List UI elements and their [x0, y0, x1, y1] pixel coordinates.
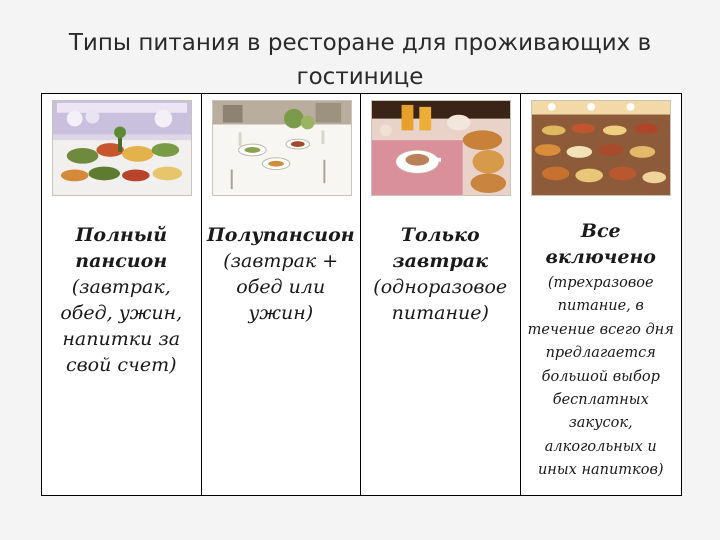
meal-type-description: (завтрак + обед или ужин)	[223, 250, 339, 324]
meal-type-description: (завтрак, обед, ужин, напитки за свой счет)	[60, 276, 183, 376]
banquet-table-photo	[52, 100, 192, 196]
meal-type-heading: Только завтрак	[392, 224, 488, 272]
buffet-photo	[531, 100, 671, 196]
column-all-inclusive	[521, 94, 682, 495]
column-half-board	[202, 94, 362, 495]
meal-type-heading: Все включено	[545, 220, 656, 268]
meal-types-table	[41, 93, 682, 496]
breakfast-tray-photo	[371, 100, 511, 196]
column-full-board	[42, 94, 202, 495]
column-breakfast-only	[361, 94, 521, 495]
slide-title: Типы питания в ресторане для проживающих в гостинице	[68, 30, 652, 90]
meal-type-description: (одноразовое питание)	[373, 276, 508, 324]
meal-type-heading: Полупансион	[206, 224, 355, 246]
meal-type-description: (трехразовое питание, в течение всего дня предлагается большой выбор бесплатных закусок, алкогольных и иных напитков)	[527, 275, 674, 479]
meal-type-heading: Полный пансион	[75, 224, 168, 272]
dining-table-photo	[212, 100, 352, 196]
